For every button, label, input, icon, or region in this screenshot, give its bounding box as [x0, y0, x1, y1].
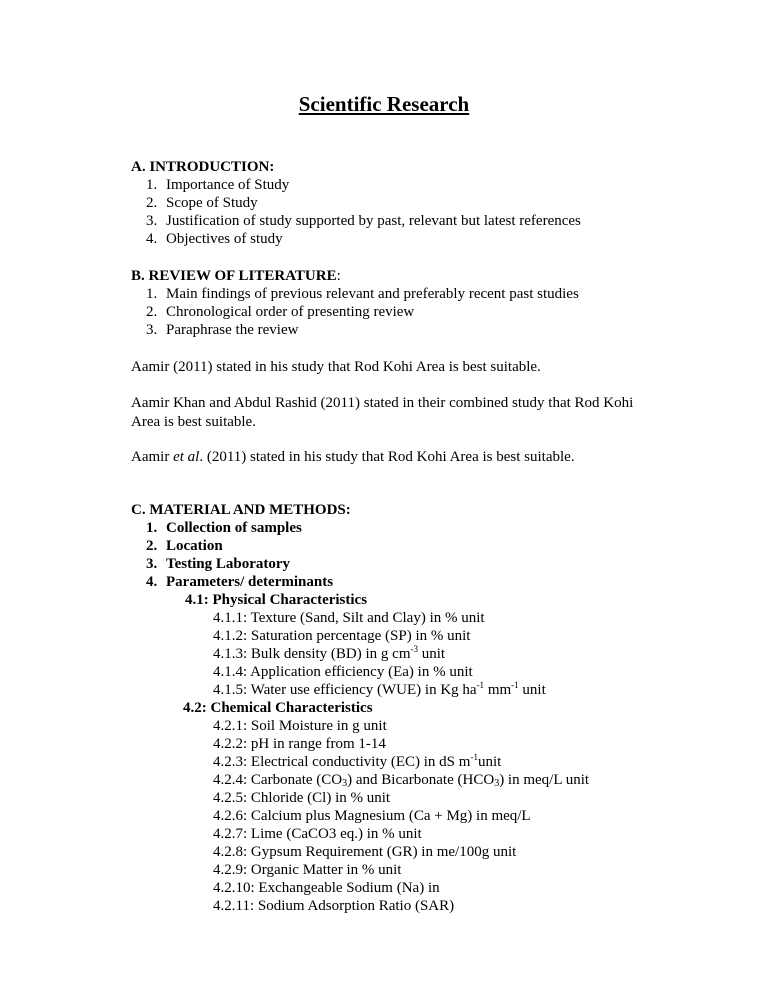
list-item: 4.2.4: Carbonate $(CO_3)$ and Bicarbonate $(HCO_3)$ in meq/L unit — [213, 772, 590, 789]
list-item: 1. Main findings of previous relevant and preferably recent past studies — [146, 286, 579, 302]
list-item: 2. Chronological order of presenting review — [146, 304, 415, 320]
list-item: 4. Objectives of study — [146, 231, 283, 247]
list-item: 2. Scope of Study — [146, 195, 258, 211]
list-item: 3. Paraphrase the review — [146, 322, 299, 338]
list-item: 4.2.5: Chloride (Cl) in % unit — [213, 790, 391, 806]
list-item: 4.1.1: Texture (Sand, Silt and Clay) in % unit — [213, 610, 485, 626]
chemical-heading: 4.2: Chemical Characteristics — [183, 700, 373, 716]
list-item: 4.2.8: Gypsum Requirement (GR) in me/100g unit — [213, 844, 517, 860]
list-item: 4.2.3: Electrical conductivity (EC) in dS $m^{-1}unit$ — [213, 752, 502, 770]
list-item: 3. Testing Laboratory — [146, 556, 291, 572]
list-item: 4.2.6: Calcium plus Magnesium (Ca + Mg) in meq/L — [213, 808, 531, 824]
list-item: 2. Location — [146, 538, 223, 554]
review-paragraph-2: Aamir Khan and Abdul Rashid (2011) stated in their combined study that Rod Kohi Area is best suitable. — [131, 395, 634, 430]
list-item: 4.1.3: Bulk density (BD) in g $cm^{-3}$ unit — [213, 644, 446, 662]
list-item: 3. Justification of study supported by past, relevant but latest references — [146, 213, 581, 229]
list-item: 4.1.5: Water use efficiency (WUE) in Kg $ha^{-1}$ $mm^{-1}$ unit — [213, 680, 546, 698]
list-item: 1. Collection of samples — [146, 520, 302, 536]
review-heading: B. REVIEW OF LITERATURE: — [131, 268, 341, 284]
page-title: Scientific Research — [298, 92, 470, 116]
list-item: 4.2.9: Organic Matter in % unit — [213, 862, 402, 878]
list-item: 1. Importance of Study — [146, 177, 290, 193]
list-item: 4. Parameters/ determinants — [146, 574, 334, 590]
intro-heading: A. INTRODUCTION: — [131, 159, 275, 175]
list-item: 4.2.11: Sodium Adsorption Ratio (SAR) — [213, 898, 455, 914]
list-item: 4.1.4: Application efficiency (Ea) in % unit — [213, 664, 473, 680]
list-item: 4.2.10: Exchangeable Sodium (Na) in — [213, 880, 440, 896]
list-item: 4.2.1: Soil Moisture in g unit — [213, 718, 387, 734]
review-paragraph-1: Aamir (2011) stated in his study that Rod Kohi Area is best suitable. — [131, 359, 541, 375]
methods-heading: C. MATERIAL AND METHODS: — [131, 502, 351, 518]
list-item: 4.2.7: Lime (CaCO3 eq.) in % unit — [213, 826, 422, 842]
list-item: 4.2.2: pH in range from 1-14 — [213, 736, 386, 752]
list-item: 4.1.2: Saturation percentage (SP) in % unit — [213, 628, 471, 644]
review-paragraph-3: Aamir et al. (2011) stated in his study that Rod Kohi Area is best suitable. — [131, 449, 575, 465]
physical-heading: 4.1: Physical Characteristics — [185, 592, 368, 608]
